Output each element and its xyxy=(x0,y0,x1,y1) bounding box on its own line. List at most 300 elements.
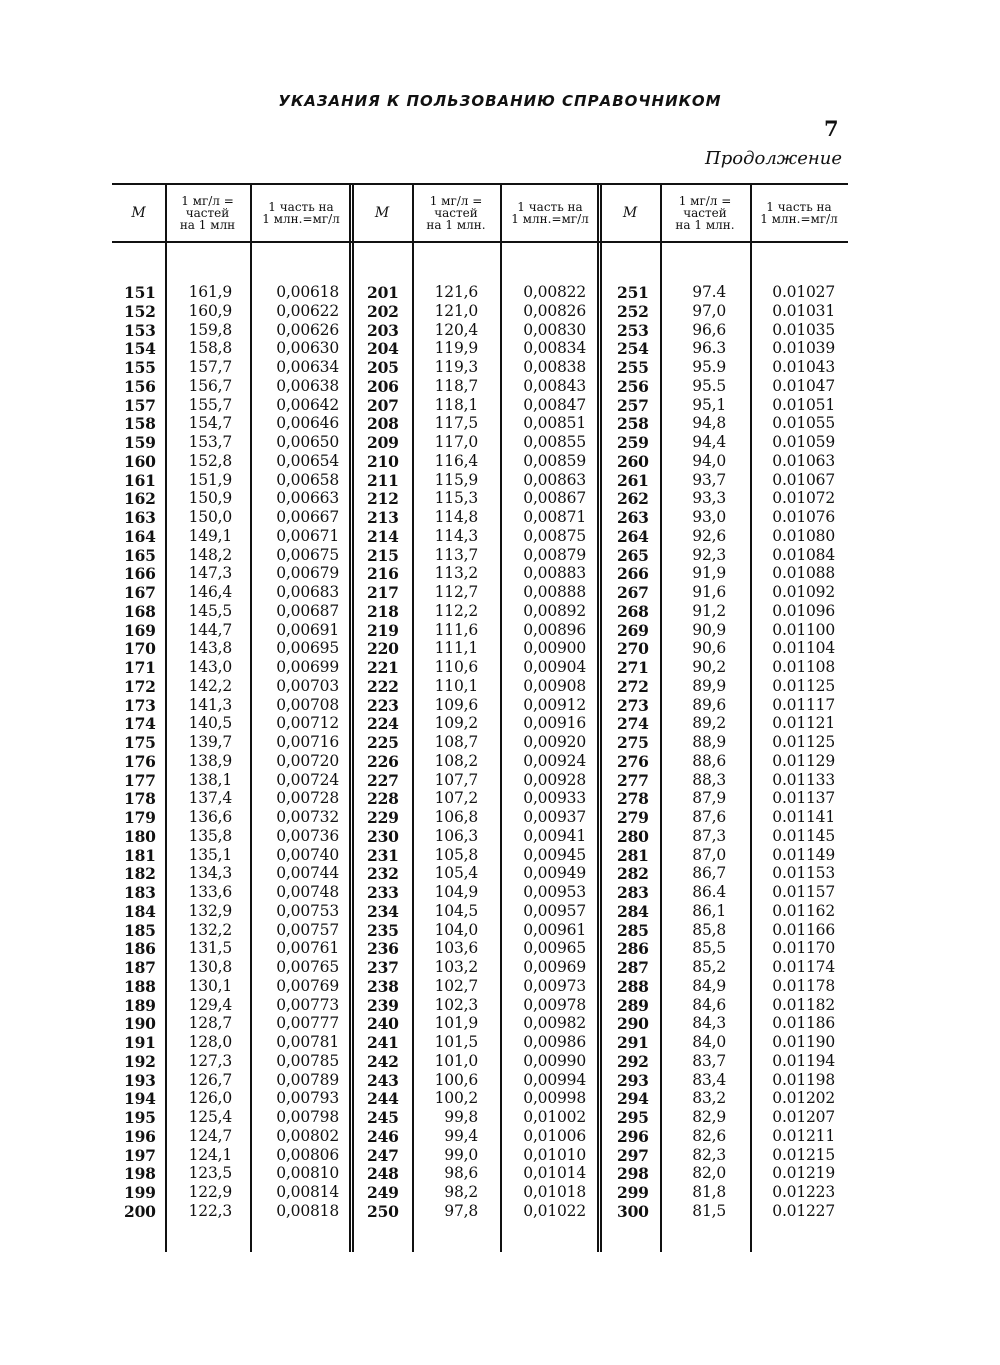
row-m-value: 156 xyxy=(124,376,156,396)
table-cell: 0.01051 xyxy=(772,395,835,414)
table-cell: 0,00892 xyxy=(523,601,586,620)
row-m-value: 266 xyxy=(617,564,649,584)
table-cell: 0.01108 xyxy=(772,658,835,676)
row-m-value: 285 xyxy=(617,920,649,940)
table-cell: 0,00703 xyxy=(276,676,339,695)
table-cell: 100,2 xyxy=(434,1089,478,1108)
row-m-value: 250 xyxy=(367,1201,399,1221)
table-cell: 82,3 xyxy=(692,1145,726,1164)
table-cell: 0,00838 xyxy=(523,358,586,376)
table-cell: 0,01002 xyxy=(523,1108,586,1126)
table-cell: 122,3 xyxy=(188,1201,232,1220)
table-cell: 0.01043 xyxy=(772,358,835,376)
table-cell: 148,2 xyxy=(188,545,232,564)
column-header xyxy=(354,206,410,220)
row-m-value: 165 xyxy=(124,545,156,565)
table-cell: 109,2 xyxy=(434,714,478,733)
table-cell: 0.01149 xyxy=(772,845,835,864)
table-cell: 86,1 xyxy=(692,901,726,920)
table-cell: 0.01100 xyxy=(772,620,835,639)
table-cell: 134,3 xyxy=(188,864,232,883)
row-m-value: 186 xyxy=(124,939,156,959)
table-cell: 84,0 xyxy=(692,1033,726,1051)
table-cell: 0,00675 xyxy=(276,545,339,564)
row-m-value: 163 xyxy=(124,508,156,527)
row-m-value: 207 xyxy=(367,395,399,415)
table-cell: 0.01059 xyxy=(772,433,835,451)
table-cell: 128,7 xyxy=(188,1014,232,1033)
table-cell: 150,9 xyxy=(188,489,232,508)
table-cell: 0,00810 xyxy=(276,1164,339,1183)
table-cell: 97,8 xyxy=(444,1201,478,1220)
table-cell: 0,00875 xyxy=(523,526,586,545)
table-cell: 96,6 xyxy=(692,320,726,339)
row-m-value: 191 xyxy=(124,1033,156,1052)
table-cell: 0.01162 xyxy=(772,901,835,920)
column-header-line: 1 млн.=мг/л xyxy=(760,212,838,226)
running-head: УКАЗАНИЯ К ПОЛЬЗОВАНИЮ СПРАВОЧНИКОМ xyxy=(278,92,722,110)
table-cell: 119,3 xyxy=(434,358,478,376)
table-cell: 0.01027 xyxy=(772,283,835,301)
table-cell: 103,6 xyxy=(434,939,478,958)
table-cell: 0,00941 xyxy=(523,826,586,845)
row-m-value: 254 xyxy=(617,339,649,359)
row-m-value: 168 xyxy=(124,601,156,621)
table-cell: 0.01063 xyxy=(772,451,835,470)
row-m-value: 194 xyxy=(124,1089,156,1109)
table-cell: 0.01088 xyxy=(772,564,835,583)
row-m-value: 271 xyxy=(617,658,649,677)
row-m-value: 269 xyxy=(617,620,649,640)
column-header-line: на 1 млн. xyxy=(426,218,486,232)
row-m-value: 210 xyxy=(367,451,399,471)
table-cell: 0.01198 xyxy=(772,1070,835,1089)
row-m-value: 220 xyxy=(367,639,399,659)
table-cell: 0,00883 xyxy=(523,564,586,583)
table-cell: 143,8 xyxy=(188,639,232,658)
table-cell: 0,00789 xyxy=(276,1070,339,1089)
table-top-rule xyxy=(112,183,848,185)
table-cell: 124,7 xyxy=(188,1126,232,1145)
table-cell: 140,5 xyxy=(188,714,232,733)
table-cell: 0.01080 xyxy=(772,526,835,545)
table-cell: 121,6 xyxy=(434,283,478,301)
table-cell: 122,9 xyxy=(188,1183,232,1201)
table-cell: 120,4 xyxy=(434,320,478,339)
table-cell: 97.4 xyxy=(692,283,726,301)
table-cell: 91,2 xyxy=(692,601,726,620)
table-cell: 0,00863 xyxy=(523,470,586,489)
table-cell: 99,8 xyxy=(444,1108,478,1126)
table-cell: 109,6 xyxy=(434,695,478,714)
row-m-value: 287 xyxy=(617,958,649,977)
row-m-value: 256 xyxy=(617,376,649,396)
table-cell: 0,00761 xyxy=(276,939,339,958)
table-cell: 0.01072 xyxy=(772,489,835,508)
table-cell: 0,00753 xyxy=(276,901,339,920)
table-cell: 0,00683 xyxy=(276,583,339,601)
row-m-value: 258 xyxy=(617,414,649,434)
row-m-value: 237 xyxy=(367,958,399,977)
row-m-value: 253 xyxy=(617,320,649,340)
table-cell: 87,0 xyxy=(692,845,726,864)
row-m-value: 292 xyxy=(617,1051,649,1071)
row-m-value: 224 xyxy=(367,714,399,734)
table-cell: 0.01133 xyxy=(772,770,835,789)
row-m-value: 176 xyxy=(124,751,156,771)
table-cell: 0.01129 xyxy=(772,751,835,770)
row-m-value: 273 xyxy=(617,695,649,715)
table-cell: 130,1 xyxy=(188,976,232,995)
row-m-value: 204 xyxy=(367,339,399,359)
row-m-value: 259 xyxy=(617,433,649,452)
table-cell: 0.01125 xyxy=(772,676,835,695)
table-cell: 89,2 xyxy=(692,714,726,733)
column-rule xyxy=(352,183,354,1252)
table-cell: 0,00945 xyxy=(523,845,586,864)
table-cell: 110,1 xyxy=(434,676,478,695)
row-m-value: 171 xyxy=(124,658,156,677)
table-cell: 0,00867 xyxy=(523,489,586,508)
row-m-value: 218 xyxy=(367,601,399,621)
column-header-line: на 1 млн xyxy=(179,218,236,232)
table-cell: 0.01178 xyxy=(772,976,835,995)
table-cell: 81,8 xyxy=(692,1183,726,1201)
row-m-value: 255 xyxy=(617,358,649,377)
table-cell: 85,2 xyxy=(692,958,726,976)
table-cell: 0,00679 xyxy=(276,564,339,583)
table-cell: 110,6 xyxy=(434,658,478,676)
table-cell: 0.01084 xyxy=(772,545,835,564)
table-cell: 95.5 xyxy=(692,376,726,395)
table-cell: 0,00740 xyxy=(276,845,339,864)
table-cell: 0,00961 xyxy=(523,920,586,939)
row-m-value: 187 xyxy=(124,958,156,977)
table-cell: 90,9 xyxy=(692,620,726,639)
table-cell: 0,00969 xyxy=(523,958,586,976)
table-cell: 0,00982 xyxy=(523,1014,586,1033)
table-cell: 124,1 xyxy=(188,1145,232,1164)
column-header-line: 1 млн.=мг/л xyxy=(511,212,589,226)
table-cell: 127,3 xyxy=(188,1051,232,1070)
table-cell: 87,9 xyxy=(692,789,726,808)
row-m-value: 228 xyxy=(367,789,399,809)
row-m-value: 275 xyxy=(617,733,649,752)
table-cell: 0.01157 xyxy=(772,883,835,901)
column-header-line: на 1 млн. xyxy=(675,218,735,232)
table-cell: 123,5 xyxy=(188,1164,232,1183)
row-m-value: 209 xyxy=(367,433,399,452)
row-m-value: 217 xyxy=(367,583,399,602)
row-m-value: 205 xyxy=(367,358,399,377)
table-cell: 102,3 xyxy=(434,995,478,1014)
page-number: 7 xyxy=(824,116,839,141)
table-cell: 156,7 xyxy=(188,376,232,395)
row-m-value: 190 xyxy=(124,1014,156,1034)
table-cell: 0,00781 xyxy=(276,1033,339,1051)
row-m-value: 245 xyxy=(367,1108,399,1127)
table-cell: 0,00928 xyxy=(523,770,586,789)
row-m-value: 247 xyxy=(367,1145,399,1165)
table-cell: 130,8 xyxy=(188,958,232,976)
row-m-value: 174 xyxy=(124,714,156,734)
table-cell: 81,5 xyxy=(692,1201,726,1220)
table-cell: 82,6 xyxy=(692,1126,726,1145)
table-cell: 84,6 xyxy=(692,995,726,1014)
row-m-value: 158 xyxy=(124,414,156,434)
table-cell: 0,00667 xyxy=(276,508,339,526)
table-cell: 0,00834 xyxy=(523,339,586,358)
table-cell: 0.01076 xyxy=(772,508,835,526)
table-cell: 0.01194 xyxy=(772,1051,835,1070)
row-m-value: 298 xyxy=(617,1164,649,1184)
table-cell: 85,8 xyxy=(692,920,726,939)
row-m-value: 277 xyxy=(617,770,649,790)
row-m-value: 211 xyxy=(367,470,399,490)
table-cell: 0,00855 xyxy=(523,433,586,451)
table-cell: 0,00916 xyxy=(523,714,586,733)
row-m-value: 215 xyxy=(367,545,399,565)
table-cell: 0,01018 xyxy=(523,1183,586,1201)
table-cell: 0,00973 xyxy=(523,976,586,995)
table-cell: 152,8 xyxy=(188,451,232,470)
row-m-value: 291 xyxy=(617,1033,649,1052)
row-m-value: 295 xyxy=(617,1108,649,1127)
row-m-value: 236 xyxy=(367,939,399,959)
table-cell: 92,6 xyxy=(692,526,726,545)
row-m-value: 270 xyxy=(617,639,649,659)
table-cell: 136,6 xyxy=(188,808,232,826)
row-m-value: 199 xyxy=(124,1183,156,1202)
table-cell: 0.01207 xyxy=(772,1108,835,1126)
table-cell: 0,00638 xyxy=(276,376,339,395)
table-cell: 82,9 xyxy=(692,1108,726,1126)
table-header-rule xyxy=(112,241,848,243)
row-m-value: 265 xyxy=(617,545,649,565)
table-cell: 133,6 xyxy=(188,883,232,901)
column-header-line: M xyxy=(622,205,638,221)
table-cell: 141,3 xyxy=(188,695,232,714)
row-m-value: 241 xyxy=(367,1033,399,1052)
table-cell: 0,00900 xyxy=(523,639,586,658)
row-m-value: 246 xyxy=(367,1126,399,1146)
table-cell: 0,00990 xyxy=(523,1051,586,1070)
row-m-value: 282 xyxy=(617,864,649,884)
table-cell: 0,00822 xyxy=(523,283,586,301)
table-cell: 83,7 xyxy=(692,1051,726,1070)
table-cell: 0,00687 xyxy=(276,601,339,620)
table-cell: 0,00843 xyxy=(523,376,586,395)
table-cell: 0,00671 xyxy=(276,526,339,545)
table-cell: 0,00802 xyxy=(276,1126,339,1145)
table-cell: 89,9 xyxy=(692,676,726,695)
table-cell: 121,0 xyxy=(434,301,478,320)
table-cell: 128,0 xyxy=(188,1033,232,1051)
table-cell: 0.01141 xyxy=(772,808,835,826)
table-cell: 154,7 xyxy=(188,414,232,433)
table-cell: 92,3 xyxy=(692,545,726,564)
table-cell: 108,2 xyxy=(434,751,478,770)
row-m-value: 162 xyxy=(124,489,156,509)
row-m-value: 227 xyxy=(367,770,399,790)
row-m-value: 159 xyxy=(124,433,156,452)
row-m-value: 239 xyxy=(367,995,399,1015)
row-m-value: 173 xyxy=(124,695,156,715)
table-cell: 0,00998 xyxy=(523,1089,586,1108)
row-m-value: 200 xyxy=(124,1201,156,1221)
row-m-value: 154 xyxy=(124,339,156,359)
row-m-value: 214 xyxy=(367,526,399,546)
table-cell: 93,7 xyxy=(692,470,726,489)
table-cell: 87,6 xyxy=(692,808,726,826)
table-cell: 94,8 xyxy=(692,414,726,433)
table-cell: 0,00618 xyxy=(276,283,339,301)
table-cell: 107,7 xyxy=(434,770,478,789)
table-cell: 115,9 xyxy=(434,470,478,489)
table-cell: 0.01186 xyxy=(772,1014,835,1033)
row-m-value: 161 xyxy=(124,470,156,490)
row-m-value: 172 xyxy=(124,676,156,696)
table-cell: 87,3 xyxy=(692,826,726,845)
table-cell: 84,9 xyxy=(692,976,726,995)
table-cell: 112,2 xyxy=(434,601,478,620)
table-cell: 0,00699 xyxy=(276,658,339,676)
table-cell: 0,00757 xyxy=(276,920,339,939)
table-cell: 0,00859 xyxy=(523,451,586,470)
row-m-value: 223 xyxy=(367,695,399,715)
row-m-value: 230 xyxy=(367,826,399,846)
table-cell: 0,00650 xyxy=(276,433,339,451)
row-m-value: 244 xyxy=(367,1089,399,1109)
table-cell: 0,00851 xyxy=(523,414,586,433)
table-cell: 0.01125 xyxy=(772,733,835,751)
row-m-value: 264 xyxy=(617,526,649,546)
table-cell: 101,9 xyxy=(434,1014,478,1033)
row-m-value: 201 xyxy=(367,283,399,302)
table-cell: 131,5 xyxy=(188,939,232,958)
row-m-value: 284 xyxy=(617,901,649,921)
row-m-value: 290 xyxy=(617,1014,649,1034)
table-cell: 83,4 xyxy=(692,1070,726,1089)
table-cell: 0.01174 xyxy=(772,958,835,976)
row-m-value: 278 xyxy=(617,789,649,809)
table-cell: 86,7 xyxy=(692,864,726,883)
column-rule xyxy=(597,183,599,1252)
table-cell: 91,6 xyxy=(692,583,726,601)
row-m-value: 234 xyxy=(367,901,399,921)
row-m-value: 243 xyxy=(367,1070,399,1090)
table-cell: 153,7 xyxy=(188,433,232,451)
row-m-value: 167 xyxy=(124,583,156,602)
table-cell: 0.01145 xyxy=(772,826,835,845)
row-m-value: 189 xyxy=(124,995,156,1015)
column-header-line: 1 часть на xyxy=(517,200,583,214)
table-cell: 88,6 xyxy=(692,751,726,770)
table-cell: 159,8 xyxy=(188,320,232,339)
table-cell: 0,00957 xyxy=(523,901,586,920)
table-cell: 0,00712 xyxy=(276,714,339,733)
row-m-value: 300 xyxy=(617,1201,649,1221)
table-cell: 0,00634 xyxy=(276,358,339,376)
row-m-value: 175 xyxy=(124,733,156,752)
table-cell: 138,1 xyxy=(188,770,232,789)
table-cell: 0,00748 xyxy=(276,883,339,901)
row-m-value: 225 xyxy=(367,733,399,752)
table-cell: 0.01067 xyxy=(772,470,835,489)
row-m-value: 276 xyxy=(617,751,649,771)
table-cell: 104,0 xyxy=(434,920,478,939)
table-cell: 0,00769 xyxy=(276,976,339,995)
row-m-value: 280 xyxy=(617,826,649,846)
table-cell: 0,00728 xyxy=(276,789,339,808)
row-m-value: 297 xyxy=(617,1145,649,1165)
row-m-value: 206 xyxy=(367,376,399,396)
column-header xyxy=(114,206,163,220)
table-cell: 0,00908 xyxy=(523,676,586,695)
table-cell: 101,0 xyxy=(434,1051,478,1070)
table-cell: 0,00720 xyxy=(276,751,339,770)
column-header xyxy=(752,201,846,225)
table-cell: 0,00924 xyxy=(523,751,586,770)
table-cell: 96.3 xyxy=(692,339,726,358)
table-cell: 105,4 xyxy=(434,864,478,883)
column-header xyxy=(167,195,248,231)
table-cell: 107,2 xyxy=(434,789,478,808)
table-cell: 0,01010 xyxy=(523,1145,586,1164)
table-cell: 0,00646 xyxy=(276,414,339,433)
table-cell: 135,1 xyxy=(188,845,232,864)
row-m-value: 170 xyxy=(124,639,156,659)
table-cell: 139,7 xyxy=(188,733,232,751)
table-cell: 0,00888 xyxy=(523,583,586,601)
table-cell: 0,00798 xyxy=(276,1108,339,1126)
row-m-value: 178 xyxy=(124,789,156,809)
row-m-value: 272 xyxy=(617,676,649,696)
column-header-line: частей xyxy=(683,206,727,220)
row-m-value: 274 xyxy=(617,714,649,734)
table-cell: 0,00818 xyxy=(276,1201,339,1220)
row-m-value: 257 xyxy=(617,395,649,415)
row-m-value: 248 xyxy=(367,1164,399,1184)
table-cell: 93,3 xyxy=(692,489,726,508)
table-cell: 151,9 xyxy=(188,470,232,489)
table-cell: 0,00622 xyxy=(276,301,339,320)
row-m-value: 263 xyxy=(617,508,649,527)
row-m-value: 166 xyxy=(124,564,156,584)
table-cell: 111,1 xyxy=(434,639,478,658)
table-cell: 0,00663 xyxy=(276,489,339,508)
row-m-value: 286 xyxy=(617,939,649,959)
row-m-value: 202 xyxy=(367,301,399,321)
row-m-value: 267 xyxy=(617,583,649,602)
table-cell: 117,5 xyxy=(434,414,478,433)
table-cell: 99,4 xyxy=(444,1126,478,1145)
table-cell: 115,3 xyxy=(434,489,478,508)
table-cell: 91,9 xyxy=(692,564,726,583)
table-cell: 93,0 xyxy=(692,508,726,526)
table-cell: 84,3 xyxy=(692,1014,726,1033)
table-cell: 0,00777 xyxy=(276,1014,339,1033)
row-m-value: 260 xyxy=(617,451,649,471)
table-cell: 112,7 xyxy=(434,583,478,601)
table-cell: 0,00814 xyxy=(276,1183,339,1201)
table-cell: 142,2 xyxy=(188,676,232,695)
table-cell: 0,00785 xyxy=(276,1051,339,1070)
table-cell: 94,4 xyxy=(692,433,726,451)
table-cell: 0.01031 xyxy=(772,301,835,320)
row-m-value: 196 xyxy=(124,1126,156,1146)
table-cell: 0,01022 xyxy=(523,1201,586,1220)
